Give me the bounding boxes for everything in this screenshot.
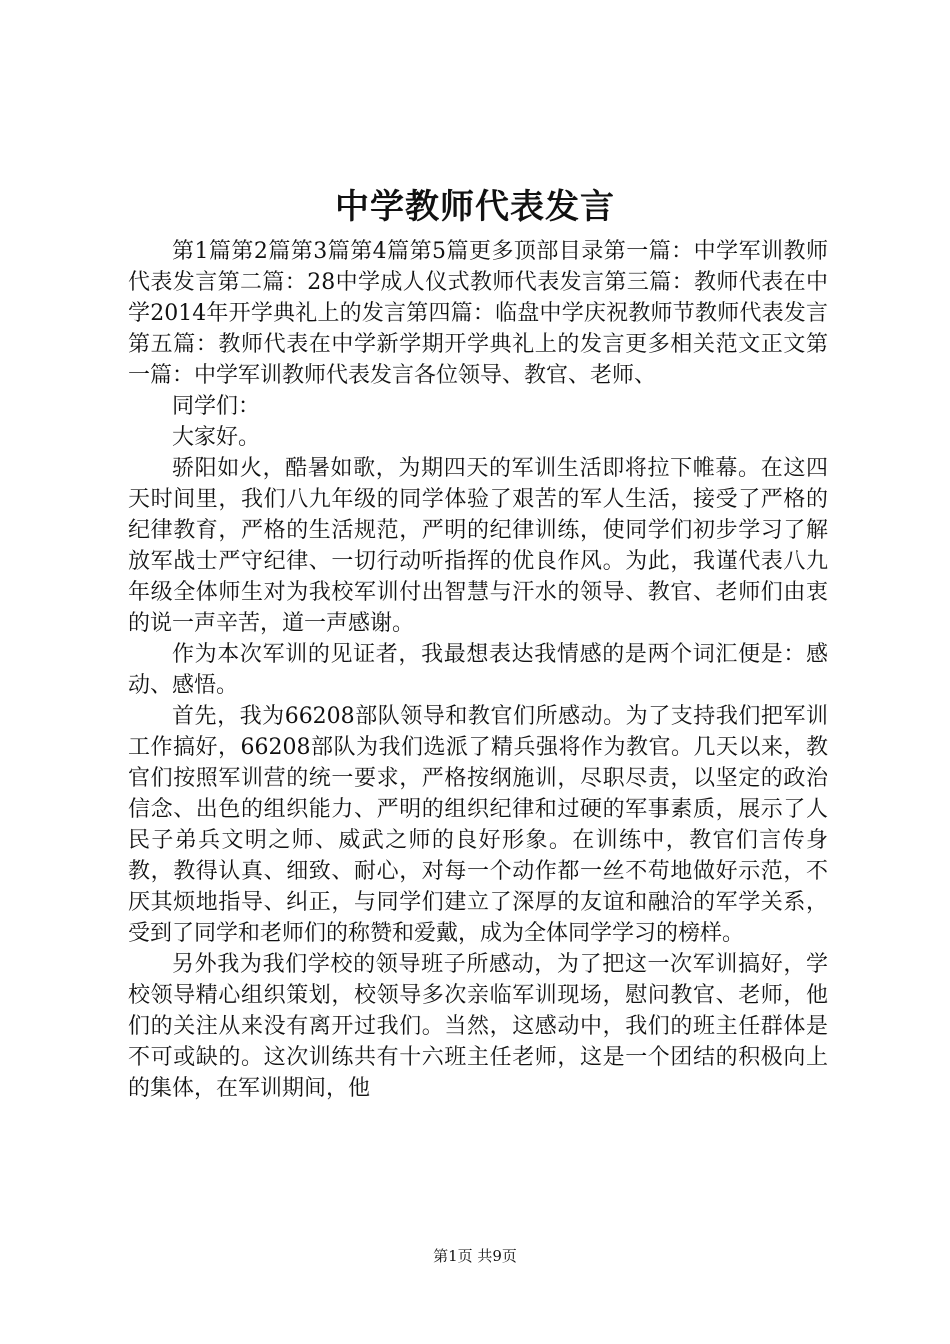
paragraph-greeting-all: 大家好。 [172,425,261,450]
paragraph-instructors: 首先，我为66208部队领导和教官们所感动。为了支持我们把军训工作搞好，66208部队为我们选派了精兵强将作为教官。几天以来，教官们按照军训营的统一要求，严格按纲施训，尽职尽责，以坚定的政治信念、出色的组织能力、严明的组织纪律和过硬的军事素质，展示了人民子弟兵文明之师、威武之师的良好形象。在训练中，教官们言传身教，教得认真、细致、耐心，对每一个动作都一丝不苟地做好示范，不厌其烦地指导、纠正，与同学们建立了深厚的友谊和融洽的军学关系，受到了同学和老师们的称赞和爱戴，成为全体同学学习的榜样。 [128,704,828,946]
paragraph-intro: 骄阳如火，酷暑如歌，为期四天的军训生活即将拉下帷幕。在这四天时间里，我们八九年级的同学体验了艰苦的军人生活，接受了严格的纪律教育，严格的生活规范，严明的纪律训练，使同学们初步学习了解放军战士严守纪律、一切行动听指挥的优良作风。为此，我谨代表八九年级全体师生对为我校军训付出智慧与汗水的领导、教官、老师们由衷的说一声辛苦，道一声感谢。 [128,456,828,636]
paragraph-school-leaders: 另外我为我们学校的领导班子所感动，为了把这一次军训搞好，学校领导精心组织策划，校领导多次亲临军训现场，慰问教官、老师，他们的关注从来没有离开过我们。当然，这感动中，我们的班主任群体是不可或缺的。这次训练共有十六班主任老师，这是一个团结的积极向上的集体，在军训期间，他 [128,952,828,1101]
page-number-footer: 第1页 共9页 [433,1247,517,1265]
paragraph-toc: 第1篇第2篇第3篇第4篇第5篇更多顶部目录第一篇：中学军训教师代表发言第二篇：28中学成人仪式教师代表发言第三篇：教师代表在中学2014年开学典礼上的发言第四篇：临盘中学庆祝教师节教师代表发言第五篇：教师代表在中学新学期开学典礼上的发言更多相关范文正文第一篇：中学军训教师代表发言各位领导、教官、老师、 [128,239,828,388]
paragraph-feelings: 作为本次军训的见证者，我最想表达我情感的是两个词汇便是：感动、感悟。 [128,642,828,698]
paragraph-greeting-students: 同学们： [172,394,261,419]
document-title: 中学教师代表发言 [335,187,615,227]
document-body [128,236,828,1104]
